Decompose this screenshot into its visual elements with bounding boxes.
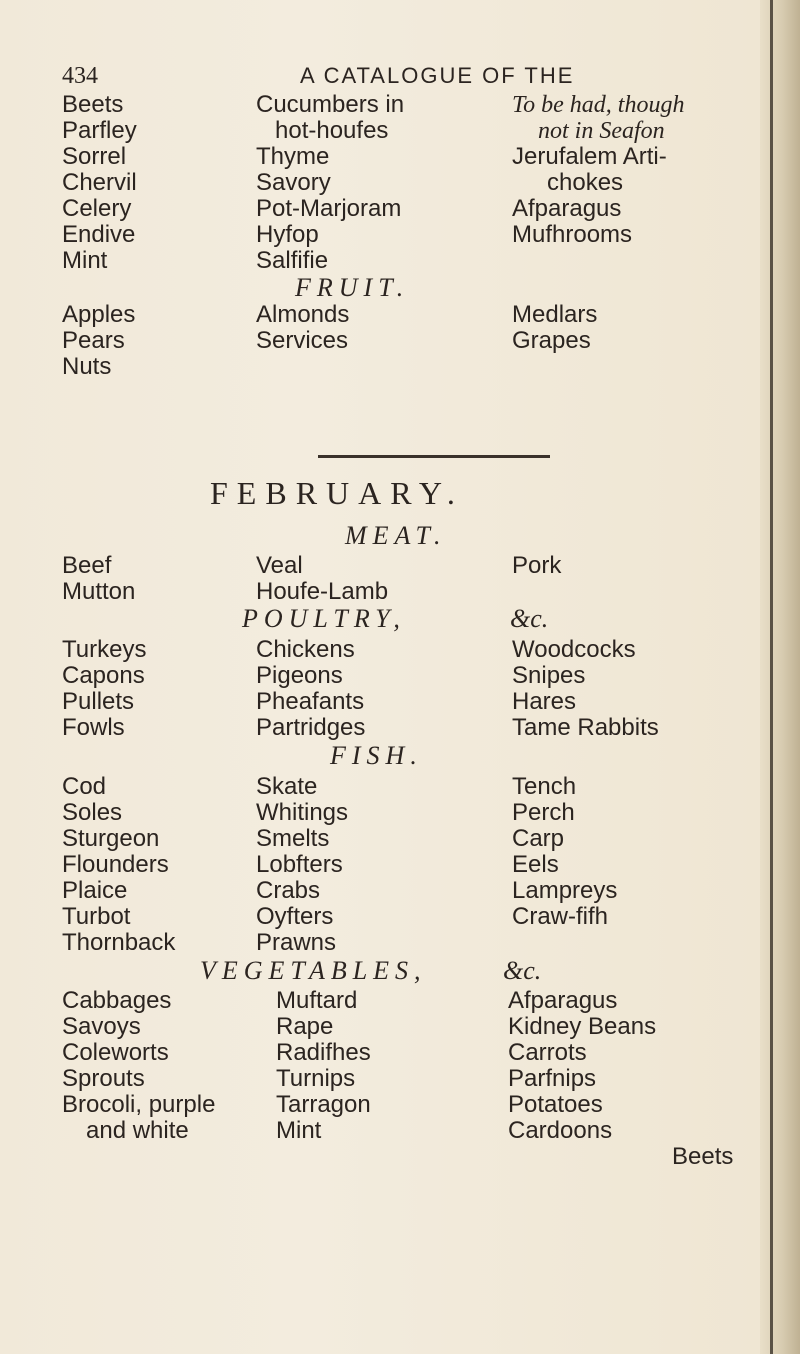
list-item: Pheafants (256, 688, 365, 715)
list-item: Rape (276, 1013, 334, 1040)
list-item: Crabs (256, 877, 321, 904)
list-item: hot-houfes (275, 117, 389, 144)
list-item: Whitings (256, 799, 349, 826)
list-item: Capons (62, 662, 145, 689)
list-item: Craw-fifh (512, 903, 609, 930)
list-item: Beets (62, 91, 124, 118)
list-item: Lampreys (512, 877, 618, 904)
list-item: Thyme (256, 143, 330, 170)
list-item: Grapes (512, 327, 591, 354)
list-item: Fowls (62, 714, 125, 741)
list-item: Radifhes (276, 1039, 371, 1066)
list-item: Mint (62, 247, 108, 274)
list-note: To be had, though (512, 92, 685, 118)
list-item: Tame Rabbits (512, 714, 659, 741)
list-item: Endive (62, 221, 136, 248)
list-item: Potatoes (508, 1091, 603, 1118)
list-item: Hyfop (256, 221, 319, 248)
list-item: Mufhrooms (512, 221, 633, 248)
list-item: Parfley (62, 117, 137, 144)
section-heading-suffix: &c. (510, 604, 549, 633)
list-item: Eels (512, 851, 559, 878)
list-item: Tench (512, 773, 577, 800)
list-item: Nuts (62, 353, 112, 380)
list-item: Apples (62, 301, 136, 328)
list-item: Skate (256, 773, 318, 800)
list-item: Muftard (276, 987, 358, 1014)
section-heading-poultry: POULTRY, (242, 604, 406, 633)
list-item: Beef (62, 552, 112, 579)
list-item: Kidney Beans (508, 1013, 657, 1040)
list-item: Hares (512, 688, 577, 715)
list-item: chokes (547, 169, 624, 196)
list-item: Salfifie (256, 247, 329, 274)
list-item: Pigeons (256, 662, 343, 689)
list-item: Sorrel (62, 143, 127, 170)
list-item: Pullets (62, 688, 135, 715)
month-heading: FEBRUARY. (210, 475, 464, 511)
list-item: Cucumbers in (256, 91, 405, 118)
list-item: Perch (512, 799, 575, 826)
section-heading-meat: MEAT. (345, 521, 447, 550)
section-heading-suffix: &c. (503, 956, 542, 985)
binding-shadow (770, 0, 773, 1354)
list-item: and white (86, 1117, 189, 1144)
page-edge (760, 0, 800, 1354)
section-divider (318, 455, 550, 458)
list-item: Pork (512, 552, 562, 579)
list-item: Snipes (512, 662, 586, 689)
list-item: Oyfters (256, 903, 334, 930)
list-item: Carrots (508, 1039, 587, 1066)
list-note: not in Seafon (538, 118, 665, 144)
list-item: Almonds (256, 301, 350, 328)
list-item: Celery (62, 195, 132, 222)
list-item: Coleworts (62, 1039, 169, 1066)
section-heading-fruit: FRUIT. (295, 273, 410, 302)
list-item: Cod (62, 773, 107, 800)
list-item: Thornback (62, 929, 176, 956)
section-heading-fish: FISH. (330, 741, 423, 770)
list-item: Medlars (512, 301, 598, 328)
list-item: Lobfters (256, 851, 343, 878)
list-item: Savory (256, 169, 331, 196)
list-item: Flounders (62, 851, 169, 878)
list-item: Veal (256, 552, 303, 579)
list-item: Turnips (276, 1065, 356, 1092)
list-item: Soles (62, 799, 123, 826)
list-item: Sprouts (62, 1065, 145, 1092)
list-item: Afparagus (512, 195, 622, 222)
list-item: Pot-Marjoram (256, 195, 402, 222)
list-item: Smelts (256, 825, 330, 852)
list-item: Woodcocks (512, 636, 636, 663)
list-item: Cardoons (508, 1117, 613, 1144)
list-item: Savoys (62, 1013, 141, 1040)
list-item: Jerufalem Arti- (512, 143, 667, 170)
list-item: Parfnips (508, 1065, 597, 1092)
list-item: Turkeys (62, 636, 147, 663)
list-item: Afparagus (508, 987, 618, 1014)
list-item: Sturgeon (62, 825, 160, 852)
list-item: Services (256, 327, 349, 354)
list-item: Mint (276, 1117, 322, 1144)
catchword: Beets (672, 1143, 734, 1170)
page-number: 434 (62, 63, 98, 89)
list-item: Chickens (256, 636, 355, 663)
list-item: Plaice (62, 877, 128, 904)
list-item: Tarragon (276, 1091, 371, 1118)
list-item: Houfe-Lamb (256, 578, 389, 605)
running-title: A CATALOGUE OF THE (300, 63, 575, 88)
list-item: Pears (62, 327, 125, 354)
list-item: Partridges (256, 714, 366, 741)
section-heading-vegetables: VEGETABLES, (200, 956, 427, 985)
list-item: Brocoli, purple (62, 1091, 216, 1118)
list-item: Turbot (62, 903, 131, 930)
list-item: Mutton (62, 578, 136, 605)
list-item: Cabbages (62, 987, 172, 1014)
list-item: Prawns (256, 929, 337, 956)
list-item: Carp (512, 825, 565, 852)
list-item: Chervil (62, 169, 137, 196)
